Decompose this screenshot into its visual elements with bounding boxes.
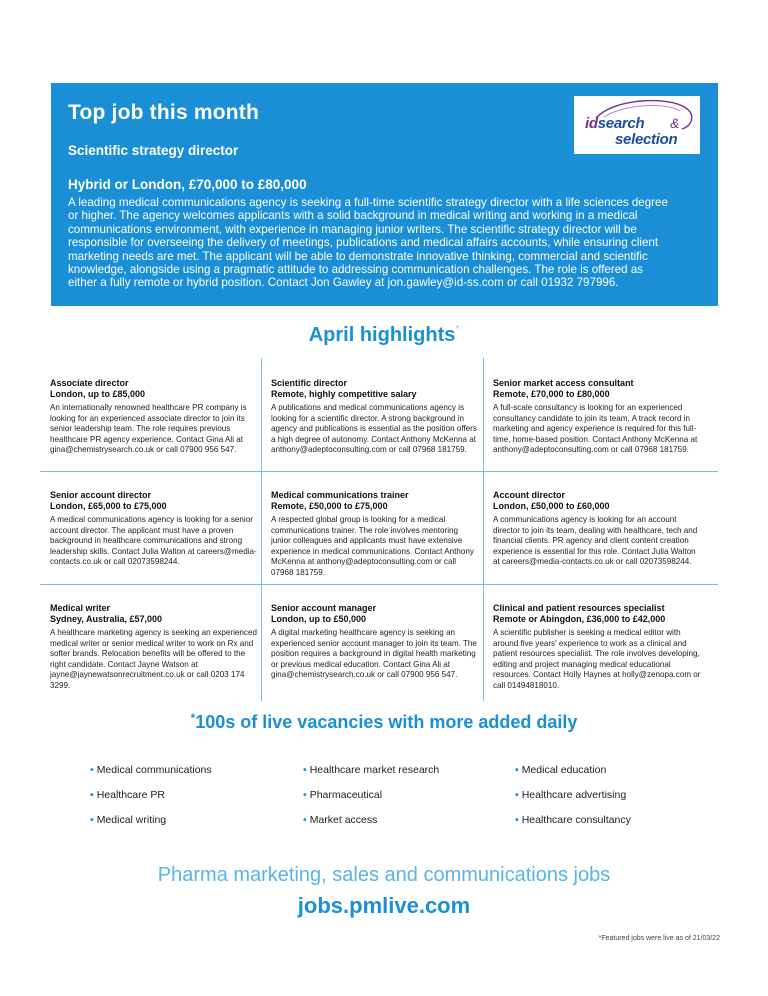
sector-item[interactable]: • Medical communications — [90, 764, 212, 776]
vacancies-heading: *100s of live vacancies with more added daily — [190, 711, 578, 732]
job-description: A scientific publisher is seeking a medical editor with around five years' experience to work as a clinical and patient resources specialist. The role involves developing, editing and project managing medical educational resources. Contact Holly Haynes at holly@zenopa.com or call 01494818010. — [493, 628, 701, 690]
bullet-icon: • — [90, 764, 94, 776]
job-title: Medical communications trainer — [271, 490, 409, 500]
sector-item[interactable]: • Healthcare advertising — [515, 788, 627, 801]
sector-column — [90, 764, 212, 838]
job-location-salary: Remote or Abingdon, £36,000 to £42,000 — [493, 614, 666, 624]
job-description: A digital marketing healthcare agency is seeking an experienced senior account manager to join its team. The position requires a background in digital health marketing or previous medical education. Contact Gina Ali at gina@chemistrysearch.co.uk or call 07900 956 547. — [271, 628, 477, 680]
bullet-icon: • — [303, 813, 307, 826]
logo-word-selection: selection — [615, 131, 678, 148]
job-location-salary: Remote, £50,000 to £75,000 — [271, 501, 388, 511]
job-card[interactable] — [50, 603, 258, 692]
job-title: Senior market access consultant — [493, 378, 634, 388]
bullet-icon: • — [515, 764, 519, 776]
job-card[interactable] — [50, 378, 258, 456]
top-job-description: A leading medical communications agency is seeking a full-time scientific strategy director with a life sciences degree or higher. The agency welcomes applicants with a solid background in medical writing and working in a medical communications environment, with experience in managing junior writers. The scientific strategy director will be responsible for overseeing the delivery of meetings, publications and medical affairs accounts, while ensuring client marketing needs are met. The applicant will be able to demonstrate innovative thinking, commercial and scientific knowledge, alongside using a pragmatic attitude to addressing communication challenges. The role is offered as either a fully remote or hybrid position. Contact Jon Gawley at jon.gawley@id-ss.com or call 01932 797996. — [68, 196, 668, 290]
top-job-role-meta: Hybrid or London, £70,000 to £80,000 — [68, 177, 307, 192]
job-title: Account director — [493, 490, 566, 500]
top-job-role-title: Scientific strategy director — [68, 143, 239, 158]
idsearch-selection-logo — [574, 96, 700, 154]
job-description: A healthcare marketing agency is seeking an experienced medical writer or senior medical writer to work on Rx and softer brands. Relocation benefits will be offered to the right candidate. Contact Jayne Watson at jayne@jaynewatsonrecruitment.co.uk or call 0203 174 3299. — [50, 628, 257, 690]
sector-item[interactable]: • Market access — [303, 813, 378, 826]
job-location-salary: London, up to £50,000 — [271, 614, 367, 624]
job-title: Medical writer — [50, 603, 111, 613]
job-description: A respected global group is looking for a medical communications trainer. The role involves mentoring junior colleagues and applicants must have extensive experience in medical communications. Contact Anthony McKenna at anthony@adeptoconsulting.com or call 07968 181759. — [271, 515, 474, 577]
job-title: Scientific director — [271, 378, 348, 388]
featured-jobs-footnote: *Featured jobs were live as of 21/03/22 — [598, 935, 720, 942]
highlights-grid — [40, 358, 718, 701]
job-title: Associate director — [50, 378, 129, 388]
bullet-icon: • — [303, 764, 307, 776]
bullet-icon: • — [303, 788, 307, 801]
sector-item[interactable]: • Medical writing — [90, 813, 167, 826]
top-job-panel — [51, 83, 718, 306]
job-card[interactable] — [493, 378, 701, 456]
logo-word-idsearch: idsearch — [585, 115, 645, 132]
sector-item[interactable]: • Healthcare consultancy — [515, 813, 631, 826]
sector-item[interactable]: • Medical education — [515, 764, 607, 776]
grid-divider — [40, 584, 718, 585]
footer-tagline: Pharma marketing, sales and communications jobs — [157, 864, 611, 886]
footnote-marker: * — [190, 711, 196, 725]
sector-column — [515, 764, 631, 838]
job-description: An internationally renowned healthcare PR company is looking for an experienced associate director to join its senior leadership team. The role requires previous healthcare PR agency experience. Contact Gina Ali at gina@chemistrysearch.co.uk or call 07900 956 547. — [50, 403, 247, 455]
bullet-icon: • — [515, 788, 519, 801]
job-description: A publications and medical communications agency is looking for a scientific director. A strong background in agency and publications is essential as the position offers a high degree of autonomy. Contact Anthony McKenna at anthony@adeptoconsulting.com or call 07968 181759. — [271, 403, 477, 455]
grid-divider — [261, 358, 262, 701]
grid-divider — [483, 358, 484, 701]
footnote-marker: * — [455, 324, 460, 335]
job-location-salary: Remote, £70,000 to £80,000 — [493, 389, 610, 399]
job-description: A full-scale consultancy is looking for an experienced consultancy candidate to join its team. A track record in marketing and agency experience is required for this full-time, home-based position. Contact Anthony McKenna at anthony@adeptoconsulting.com or call 07968 181759. — [493, 403, 698, 455]
sector-item[interactable]: • Healthcare PR — [90, 788, 165, 801]
job-location-salary: London, up to £85,000 — [50, 389, 146, 399]
april-highlights-heading: April highlights* — [308, 324, 460, 346]
jobs-site-link[interactable]: jobs.pmlive.com — [297, 893, 471, 918]
job-card[interactable] — [493, 490, 701, 568]
sector-item[interactable]: • Healthcare market research — [303, 764, 440, 776]
sector-column — [303, 764, 439, 838]
job-card[interactable] — [50, 490, 258, 568]
job-location-salary: London, £50,000 to £60,000 — [493, 501, 610, 511]
job-description: A medical communications agency is looking for a senior account director. The applicant must have a proven background in healthcare communications and strong leadership skills. Contact Julia Walton at careers@media-contacts.co.uk or call 02073598244. — [50, 515, 257, 567]
job-description: A communications agency is looking for an account director to join its team, dealing with healthcare, tech and financial clients. PR agency and client content creation experience is essential for this role. Contact Julia Walton at careers@media-contacts.co.uk or call 02073598244. — [493, 515, 698, 567]
job-title: Senior account director — [50, 490, 152, 500]
job-card[interactable] — [271, 490, 479, 579]
job-card[interactable] — [493, 603, 701, 692]
bullet-icon: • — [515, 813, 519, 826]
job-card[interactable] — [271, 603, 479, 681]
top-job-heading: Top job this month — [68, 101, 260, 124]
job-title: Clinical and patient resources specialist — [493, 603, 665, 613]
job-location-salary: London, £65,000 to £75,000 — [50, 501, 167, 511]
job-card[interactable] — [271, 378, 479, 456]
logo-ampersand: & — [670, 115, 680, 131]
job-location-salary: Remote, highly competitive salary — [271, 389, 417, 399]
grid-divider — [40, 471, 718, 472]
job-title: Senior account manager — [271, 603, 377, 613]
bullet-icon: • — [90, 813, 94, 826]
job-location-salary: Sydney, Australia, £57,000 — [50, 614, 163, 624]
bullet-icon: • — [90, 788, 94, 801]
sector-item[interactable]: • Pharmaceutical — [303, 788, 383, 801]
